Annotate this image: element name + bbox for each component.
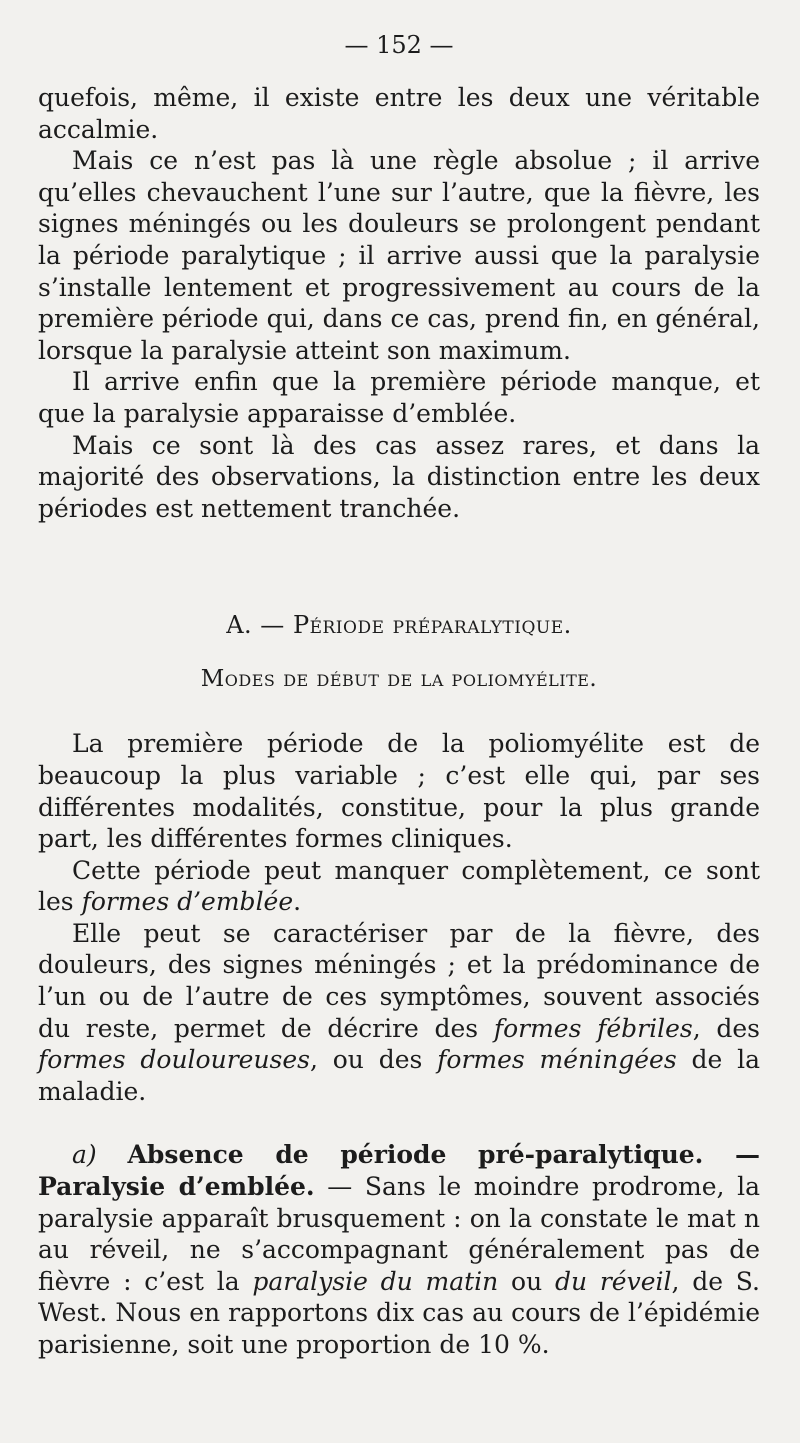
- italic-term: du réveil: [554, 1266, 672, 1296]
- section-heading: A. — Période préparalytique.: [226, 611, 572, 640]
- text-run: Cette période peut manquer complètement, ce sont les: [38, 855, 760, 917]
- paragraph-formes-emblee: [38, 855, 760, 918]
- page-number: — 152 —: [344, 31, 454, 59]
- italic-term: paralysie du matin: [252, 1266, 499, 1296]
- text-run: Elle peut se caractériser par de la fièvre, des douleurs, des signes méningés ; et la prédominance de l’un ou de l’autre de ces symptômes, souvent associés du reste, permet de décrire des: [38, 918, 760, 1043]
- italic-term: formes méningées: [437, 1045, 677, 1075]
- text-run: , ou des: [310, 1045, 438, 1075]
- paragraph-premiere-periode-manque: Il arrive enfin que la première période manque, et que la paralysie apparaisse d’emblée.: [38, 367, 760, 428]
- italic-term: formes d’emblée: [81, 887, 294, 917]
- item-label: a): [72, 1140, 128, 1170]
- paragraph-regle-absolue: Mais ce n’est pas là une règle absolue ; il arrive qu’elles chevauchent l’une sur l’autre, que la fièvre, les signes méningés ou les douleurs se prolongent pendant la période paralytique ; il arrive aussi que la paralysie s’installe lentement et progressivement au cours de la première période qui, dans ce cas, prend fin, en général, lorsque la paralysie atteint son maximum.: [38, 146, 760, 365]
- subsection-heading: Modes de début de la poliomyélite.: [200, 666, 598, 693]
- paragraph-accalmie: quefois, même, il existe entre les deux une véritable accalmie.: [38, 83, 760, 144]
- paragraph-absence-periode: [38, 1139, 760, 1360]
- paragraph-cas-rares: Mais ce sont là des cas assez rares, et dans la majorité des observations, la distinction entre les deux périodes est nettement tranchée.: [38, 430, 760, 523]
- paragraph-spacer: [38, 1107, 760, 1139]
- italic-term: formes fébriles: [493, 1013, 693, 1043]
- paragraph-premiere-periode-variable: La première période de la poliomyélite est de beaucoup la plus variable ; c’est elle qui, par ses différentes modalités, constitue, pour la plus grande part, les différentes formes cliniques.: [38, 729, 760, 854]
- text-run: ou: [498, 1266, 555, 1296]
- text-run: de la maladie.: [38, 1045, 760, 1106]
- text-run: , des: [692, 1013, 760, 1043]
- text-run: — Sans le moindre prodrome, la paralysie apparaît brusquement : on la constate le mat n au réveil, ne s’accompagnant généralement pas de fièvre : c’est la: [38, 1172, 760, 1296]
- text-run: .: [293, 887, 302, 917]
- bold-title: Absence de période pré-paralytique. — Paralysie d’emblée.: [38, 1140, 761, 1202]
- text-run: , de S. West. Nous en rapportons dix cas au cours de l’épidémie parisienne, soit une proportion de 10 %.: [38, 1266, 760, 1359]
- paragraph-formes-cliniques: [38, 918, 760, 1108]
- italic-term: formes douloureuses: [38, 1045, 310, 1075]
